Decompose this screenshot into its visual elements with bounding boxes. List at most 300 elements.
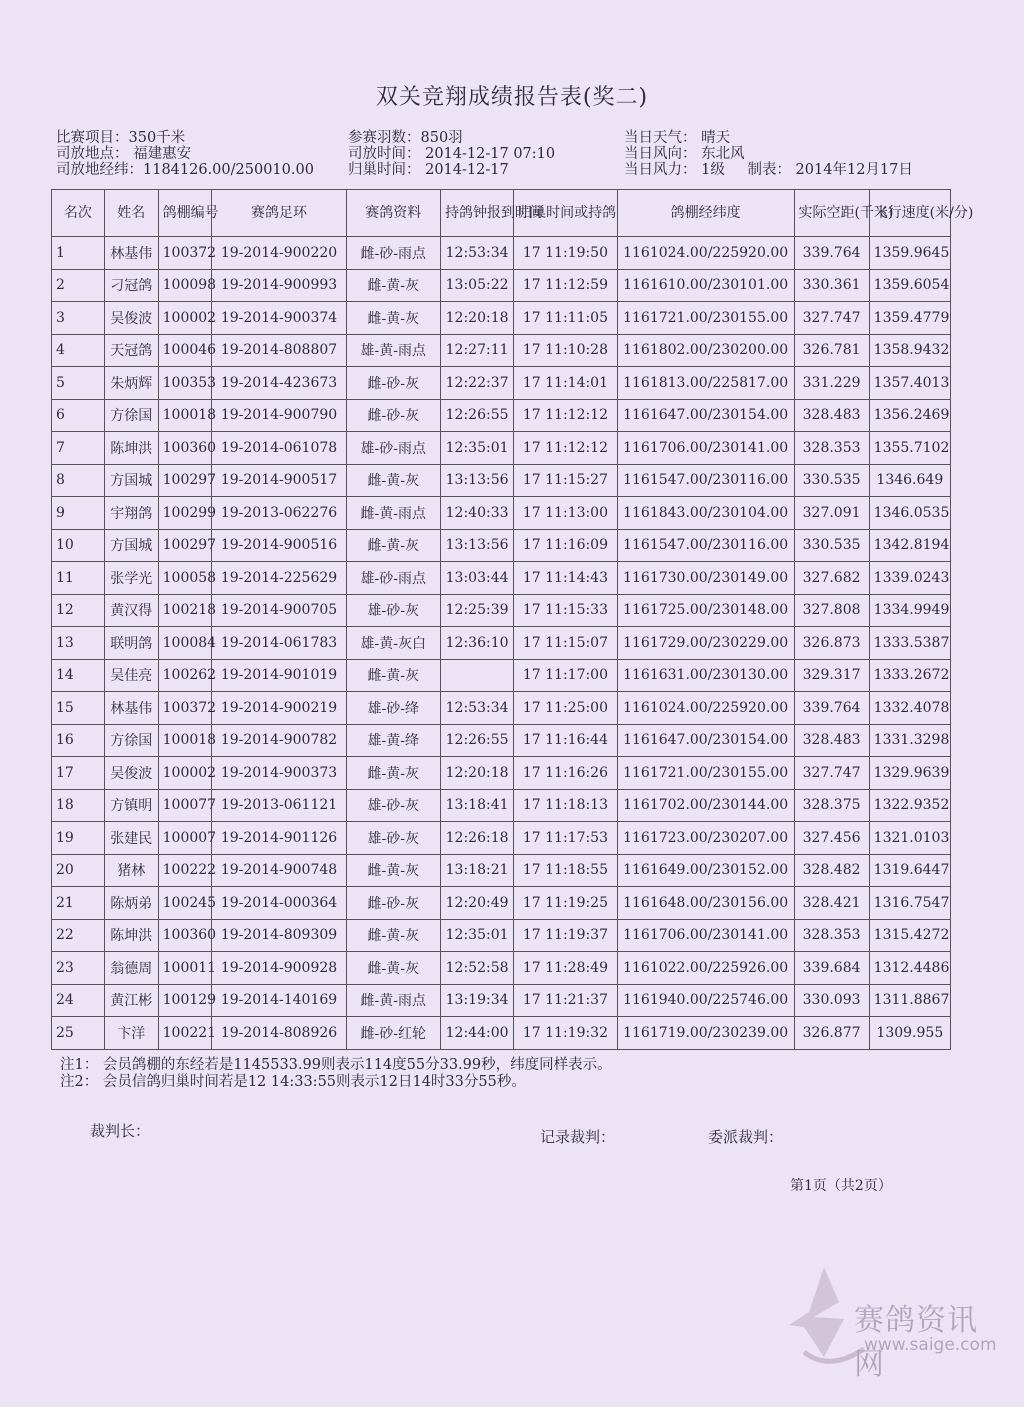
cell-rank: 18	[52, 789, 105, 822]
cell-info: 雌-砂-灰	[346, 367, 440, 400]
cell-loft-no: 100002	[158, 302, 212, 335]
cell-loft-no: 100129	[158, 984, 212, 1017]
table-row	[52, 854, 951, 887]
cell-arrival-time: 17 11:19:50	[514, 237, 618, 270]
cell-ring: 19-2014-900993	[212, 269, 346, 302]
cell-clock-time: 12:25:39	[441, 594, 514, 627]
cell-arrival-time: 17 11:19:32	[514, 1017, 618, 1050]
meta-wind-force: 当日风力： 1级	[624, 162, 725, 178]
cell-clock-time: 13:18:21	[441, 854, 514, 887]
cell-clock-time: 13:03:44	[441, 562, 514, 595]
cell-ring: 19-2014-900219	[212, 692, 346, 725]
cell-name: 宇翔鸽	[104, 497, 158, 530]
cell-speed: 1321.0103	[869, 822, 950, 855]
cell-name: 方国城	[104, 464, 158, 497]
cell-speed: 1334.9949	[869, 594, 950, 627]
cell-arrival-time: 17 11:19:25	[514, 887, 618, 920]
cell-coord: 1161547.00/230116.00	[617, 529, 794, 562]
cell-distance: 329.317	[794, 659, 869, 692]
cell-ring: 19-2014-423673	[212, 367, 346, 400]
cell-loft-no: 100007	[158, 822, 212, 855]
cell-rank: 5	[52, 367, 105, 400]
cell-ring: 19-2014-900928	[212, 952, 346, 985]
cell-coord: 1161706.00/230141.00	[617, 432, 794, 465]
cell-speed: 1315.4272	[869, 919, 950, 952]
cell-clock-time: 13:05:22	[441, 269, 514, 302]
cell-distance: 328.375	[794, 789, 869, 822]
cell-rank: 16	[52, 724, 105, 757]
table-row	[52, 562, 951, 595]
cell-arrival-time: 17 11:12:12	[514, 399, 618, 432]
cell-name: 猪林	[104, 854, 158, 887]
notes	[60, 1057, 612, 1091]
cell-name: 黄汉得	[104, 594, 158, 627]
table-row	[52, 984, 951, 1017]
cell-arrival-time: 17 11:14:01	[514, 367, 618, 400]
cell-arrival-time: 17 11:18:13	[514, 789, 618, 822]
cell-coord: 1161024.00/225920.00	[617, 237, 794, 270]
cell-speed: 1332.4078	[869, 692, 950, 725]
meta-release-time: 司放时间： 2014-12-17 07:10	[348, 146, 556, 162]
cell-name: 陈炳弟	[104, 887, 158, 920]
meta-return-time: 归巢时间： 2014-12-17	[348, 162, 509, 178]
table-row	[52, 269, 951, 302]
cell-name: 林基伟	[104, 237, 158, 270]
cell-rank: 1	[52, 237, 105, 270]
cell-ring: 19-2014-900790	[212, 399, 346, 432]
cell-rank: 2	[52, 269, 105, 302]
cell-distance: 328.483	[794, 724, 869, 757]
cell-rank: 25	[52, 1017, 105, 1050]
cell-arrival-time: 17 11:15:33	[514, 594, 618, 627]
cell-coord: 1161723.00/230207.00	[617, 822, 794, 855]
note-2: 注2： 会员信鸽归巢时间若是12 14:33:55则表示12日14时33分55秒。	[60, 1074, 526, 1090]
table-row	[52, 334, 951, 367]
cell-ring: 19-2014-901019	[212, 659, 346, 692]
cell-distance: 327.682	[794, 562, 869, 595]
cell-info: 雌-砂-灰	[346, 399, 440, 432]
table-row	[52, 594, 951, 627]
table-row	[52, 919, 951, 952]
cell-ring: 19-2014-061078	[212, 432, 346, 465]
header-info: 赛鸽资料	[346, 190, 440, 237]
cell-speed: 1358.9432	[869, 334, 950, 367]
cell-name: 林基伟	[104, 692, 158, 725]
cell-info: 雌-黄-灰	[346, 757, 440, 790]
cell-arrival-time: 17 11:16:09	[514, 529, 618, 562]
header-distance: 实际空距(千米)	[794, 190, 869, 237]
cell-coord: 1161813.00/225817.00	[617, 367, 794, 400]
cell-info: 雄-砂-灰	[346, 789, 440, 822]
header-arrival-time: 归巢时间或持鸽	[514, 190, 618, 237]
cell-info: 雌-砂-雨点	[346, 237, 440, 270]
cell-loft-no: 100218	[158, 594, 212, 627]
cell-name: 张建民	[104, 822, 158, 855]
signature-chief: 裁判长：	[90, 1122, 151, 1140]
cell-speed: 1359.9645	[869, 237, 950, 270]
table-row	[52, 887, 951, 920]
cell-loft-no: 100353	[158, 367, 212, 400]
table-row	[52, 789, 951, 822]
cell-distance: 327.091	[794, 497, 869, 530]
cell-speed: 1329.9639	[869, 757, 950, 790]
table-row	[52, 464, 951, 497]
cell-speed: 1355.7102	[869, 432, 950, 465]
cell-rank: 19	[52, 822, 105, 855]
cell-speed: 1346.0535	[869, 497, 950, 530]
cell-distance: 330.361	[794, 269, 869, 302]
cell-loft-no: 100262	[158, 659, 212, 692]
cell-ring: 19-2014-808807	[212, 334, 346, 367]
cell-clock-time: 13:13:56	[441, 529, 514, 562]
table-row	[52, 399, 951, 432]
cell-info: 雌-黄-灰	[346, 659, 440, 692]
cell-clock-time: 12:36:10	[441, 627, 514, 660]
cell-ring: 19-2014-061783	[212, 627, 346, 660]
cell-name: 方镇明	[104, 789, 158, 822]
table-row	[52, 757, 951, 790]
cell-loft-no: 100018	[158, 724, 212, 757]
cell-arrival-time: 17 11:28:49	[514, 952, 618, 985]
cell-info: 雌-黄-雨点	[346, 984, 440, 1017]
table-row	[52, 302, 951, 335]
cell-distance: 327.456	[794, 822, 869, 855]
cell-name: 黄江彬	[104, 984, 158, 1017]
cell-coord: 1161940.00/225746.00	[617, 984, 794, 1017]
cell-arrival-time: 17 11:15:07	[514, 627, 618, 660]
cell-ring: 19-2014-901126	[212, 822, 346, 855]
cell-coord: 1161843.00/230104.00	[617, 497, 794, 530]
header-loft-no: 鸽棚编号	[158, 190, 212, 237]
table-row	[52, 724, 951, 757]
cell-loft-no: 100297	[158, 529, 212, 562]
cell-distance: 326.877	[794, 1017, 869, 1050]
header-ring: 赛鸽足环	[212, 190, 346, 237]
cell-info: 雄-砂-雨点	[346, 562, 440, 595]
cell-coord: 1161648.00/230156.00	[617, 887, 794, 920]
cell-clock-time: 12:22:37	[441, 367, 514, 400]
cell-rank: 13	[52, 627, 105, 660]
cell-speed: 1309.955	[869, 1017, 950, 1050]
cell-speed: 1312.4486	[869, 952, 950, 985]
cell-arrival-time: 17 11:19:37	[514, 919, 618, 952]
cell-clock-time: 12:27:11	[441, 334, 514, 367]
cell-loft-no: 100360	[158, 919, 212, 952]
cell-clock-time: 12:52:58	[441, 952, 514, 985]
cell-speed: 1316.7547	[869, 887, 950, 920]
table-row	[52, 659, 951, 692]
cell-ring: 19-2013-061121	[212, 789, 346, 822]
cell-distance: 330.535	[794, 464, 869, 497]
cell-distance: 339.764	[794, 237, 869, 270]
cell-clock-time: 12:26:55	[441, 399, 514, 432]
cell-name: 卞洋	[104, 1017, 158, 1050]
cell-loft-no: 100084	[158, 627, 212, 660]
cell-loft-no: 100098	[158, 269, 212, 302]
cell-loft-no: 100058	[158, 562, 212, 595]
cell-speed: 1319.6447	[869, 854, 950, 887]
cell-name: 吴佳亮	[104, 659, 158, 692]
cell-loft-no: 100011	[158, 952, 212, 985]
cell-info: 雄-砂-绛	[346, 692, 440, 725]
cell-ring: 19-2014-900517	[212, 464, 346, 497]
meta-made-date: 制表： 2014年12月17日	[747, 162, 913, 178]
cell-rank: 14	[52, 659, 105, 692]
cell-speed: 1359.4779	[869, 302, 950, 335]
cell-speed: 1357.4013	[869, 367, 950, 400]
cell-rank: 24	[52, 984, 105, 1017]
meta-coord: 司放地经纬：1184126.00/250010.00	[56, 162, 314, 178]
cell-name: 吴俊波	[104, 757, 158, 790]
cell-coord: 1161719.00/230239.00	[617, 1017, 794, 1050]
cell-ring: 19-2014-225629	[212, 562, 346, 595]
cell-loft-no: 100046	[158, 334, 212, 367]
cell-arrival-time: 17 11:25:00	[514, 692, 618, 725]
cell-coord: 1161024.00/225920.00	[617, 692, 794, 725]
cell-coord: 1161631.00/230130.00	[617, 659, 794, 692]
cell-rank: 8	[52, 464, 105, 497]
cell-info: 雄-砂-灰	[346, 594, 440, 627]
cell-arrival-time: 17 11:14:43	[514, 562, 618, 595]
cell-rank: 15	[52, 692, 105, 725]
cell-arrival-time: 17 11:17:00	[514, 659, 618, 692]
cell-rank: 4	[52, 334, 105, 367]
cell-distance: 328.353	[794, 432, 869, 465]
cell-speed: 1311.8867	[869, 984, 950, 1017]
cell-coord: 1161729.00/230229.00	[617, 627, 794, 660]
cell-info: 雄-黄-绛	[346, 724, 440, 757]
cell-rank: 7	[52, 432, 105, 465]
cell-speed: 1342.8194	[869, 529, 950, 562]
meta-item: 比赛项目：350千米	[56, 130, 186, 146]
cell-info: 雌-黄-灰	[346, 919, 440, 952]
table-row	[52, 237, 951, 270]
cell-loft-no: 100222	[158, 854, 212, 887]
cell-coord: 1161721.00/230155.00	[617, 302, 794, 335]
cell-speed: 1333.2672	[869, 659, 950, 692]
cell-coord: 1161721.00/230155.00	[617, 757, 794, 790]
header-speed: 飞行速度(米/分)	[869, 190, 950, 237]
table-row	[52, 692, 951, 725]
watermark-url: www.saige.com	[864, 1335, 997, 1355]
cell-ring: 19-2014-140169	[212, 984, 346, 1017]
cell-ring: 19-2014-900373	[212, 757, 346, 790]
cell-rank: 22	[52, 919, 105, 952]
results-table	[51, 189, 974, 1050]
cell-speed: 1359.6054	[869, 269, 950, 302]
table-row	[52, 432, 951, 465]
cell-loft-no: 100360	[158, 432, 212, 465]
cell-distance: 328.482	[794, 854, 869, 887]
cell-name: 方徐国	[104, 724, 158, 757]
page-indicator: 第1页（共2页）	[790, 1178, 892, 1194]
cell-clock-time: 12:20:18	[441, 302, 514, 335]
cell-clock-time: 12:26:18	[441, 822, 514, 855]
cell-rank: 6	[52, 399, 105, 432]
cell-info: 雌-黄-灰	[346, 854, 440, 887]
cell-loft-no: 100221	[158, 1017, 212, 1050]
cell-ring: 19-2014-900516	[212, 529, 346, 562]
cell-name: 翁德周	[104, 952, 158, 985]
cell-arrival-time: 17 11:18:55	[514, 854, 618, 887]
table-row	[52, 497, 951, 530]
cell-clock-time: 12:40:33	[441, 497, 514, 530]
cell-info: 雌-黄-灰	[346, 302, 440, 335]
cell-name: 刁冠鸽	[104, 269, 158, 302]
cell-ring: 19-2014-000364	[212, 887, 346, 920]
cell-name: 吴俊波	[104, 302, 158, 335]
cell-ring: 19-2014-808926	[212, 1017, 346, 1050]
cell-coord: 1161725.00/230148.00	[617, 594, 794, 627]
cell-coord: 1161647.00/230154.00	[617, 399, 794, 432]
cell-ring: 19-2014-900748	[212, 854, 346, 887]
header-clock-time: 持鸽钟报到时间	[441, 190, 514, 237]
header-coord: 鸽棚经纬度	[617, 190, 794, 237]
cell-info: 雄-砂-雨点	[346, 432, 440, 465]
cell-rank: 3	[52, 302, 105, 335]
cell-coord: 1161802.00/230200.00	[617, 334, 794, 367]
cell-clock-time: 13:19:34	[441, 984, 514, 1017]
table-header-row	[52, 190, 951, 237]
meta-count: 参赛羽数：850羽	[348, 130, 463, 146]
cell-loft-no: 100002	[158, 757, 212, 790]
header-name: 姓名	[104, 190, 158, 237]
meta-middle	[348, 130, 555, 178]
cell-distance: 327.808	[794, 594, 869, 627]
cell-loft-no: 100297	[158, 464, 212, 497]
cell-name: 陈坤洪	[104, 432, 158, 465]
note-1: 注1： 会员鸽棚的东经若是1145533.99则表示114度55分33.99秒，纬度同样表示。	[60, 1057, 612, 1073]
cell-loft-no: 100372	[158, 692, 212, 725]
table-body	[52, 237, 951, 1050]
cell-rank: 20	[52, 854, 105, 887]
cell-clock-time	[441, 659, 514, 692]
cell-ring: 19-2014-809309	[212, 919, 346, 952]
cell-distance: 327.747	[794, 757, 869, 790]
cell-rank: 21	[52, 887, 105, 920]
cell-name: 朱炳辉	[104, 367, 158, 400]
cell-name: 陈坤洪	[104, 919, 158, 952]
cell-distance: 326.873	[794, 627, 869, 660]
cell-clock-time: 12:44:00	[441, 1017, 514, 1050]
cell-name: 天冠鸽	[104, 334, 158, 367]
cell-arrival-time: 17 11:13:00	[514, 497, 618, 530]
meta-place: 司放地点： 福建惠安	[56, 146, 192, 162]
cell-clock-time: 12:35:01	[441, 432, 514, 465]
cell-rank: 17	[52, 757, 105, 790]
cell-distance: 331.229	[794, 367, 869, 400]
cell-clock-time: 12:20:49	[441, 887, 514, 920]
cell-info: 雌-黄-灰	[346, 269, 440, 302]
cell-coord: 1161610.00/230101.00	[617, 269, 794, 302]
cell-info: 雄-黄-灰白	[346, 627, 440, 660]
meta-wind-dir: 当日风向： 东北风	[624, 146, 745, 162]
cell-loft-no: 100018	[158, 399, 212, 432]
cell-ring: 19-2014-900705	[212, 594, 346, 627]
cell-name: 方国城	[104, 529, 158, 562]
cell-info: 雌-黄-灰	[346, 952, 440, 985]
cell-coord: 1161647.00/230154.00	[617, 724, 794, 757]
header-rank: 名次	[52, 190, 105, 237]
signature-delegate: 委派裁判：	[708, 1128, 784, 1146]
cell-arrival-time: 17 11:16:44	[514, 724, 618, 757]
cell-ring: 19-2014-900782	[212, 724, 346, 757]
cell-loft-no: 100299	[158, 497, 212, 530]
cell-clock-time: 12:53:34	[441, 692, 514, 725]
cell-name: 方徐国	[104, 399, 158, 432]
cell-distance: 326.781	[794, 334, 869, 367]
cell-clock-time: 12:20:18	[441, 757, 514, 790]
table-row	[52, 627, 951, 660]
cell-clock-time: 13:18:41	[441, 789, 514, 822]
cell-clock-time: 12:35:01	[441, 919, 514, 952]
cell-arrival-time: 17 11:10:28	[514, 334, 618, 367]
cell-distance: 339.764	[794, 692, 869, 725]
cell-speed: 1322.9352	[869, 789, 950, 822]
cell-ring: 19-2013-062276	[212, 497, 346, 530]
cell-info: 雌-黄-灰	[346, 464, 440, 497]
cell-distance: 328.421	[794, 887, 869, 920]
cell-info: 雌-黄-灰	[346, 529, 440, 562]
cell-arrival-time: 17 11:21:37	[514, 984, 618, 1017]
table-row	[52, 952, 951, 985]
cell-arrival-time: 17 11:12:12	[514, 432, 618, 465]
table-row	[52, 529, 951, 562]
cell-coord: 1161730.00/230149.00	[617, 562, 794, 595]
cell-speed: 1346.649	[869, 464, 950, 497]
cell-distance: 327.747	[794, 302, 869, 335]
cell-rank: 11	[52, 562, 105, 595]
cell-rank: 10	[52, 529, 105, 562]
table-row	[52, 367, 951, 400]
table-row	[52, 1017, 951, 1050]
cell-clock-time: 12:26:55	[441, 724, 514, 757]
cell-arrival-time: 17 11:16:26	[514, 757, 618, 790]
cell-rank: 12	[52, 594, 105, 627]
cell-info: 雄-砂-灰	[346, 822, 440, 855]
cell-speed: 1339.0243	[869, 562, 950, 595]
cell-arrival-time: 17 11:11:05	[514, 302, 618, 335]
cell-distance: 328.353	[794, 919, 869, 952]
cell-distance: 330.535	[794, 529, 869, 562]
meta-weather: 当日天气： 晴天	[624, 130, 731, 146]
cell-distance: 330.093	[794, 984, 869, 1017]
cell-info: 雌-黄-雨点	[346, 497, 440, 530]
report-title: 双关竞翔成绩报告表(奖二)	[375, 85, 649, 110]
cell-speed: 1356.2469	[869, 399, 950, 432]
cell-speed: 1333.5387	[869, 627, 950, 660]
watermark	[784, 1257, 1004, 1397]
signature-recorder: 记录裁判：	[540, 1128, 616, 1146]
cell-rank: 9	[52, 497, 105, 530]
cell-arrival-time: 17 11:15:27	[514, 464, 618, 497]
cell-clock-time: 13:13:56	[441, 464, 514, 497]
cell-coord: 1161649.00/230152.00	[617, 854, 794, 887]
cell-speed: 1331.3298	[869, 724, 950, 757]
cell-ring: 19-2014-900220	[212, 237, 346, 270]
cell-info: 雄-黄-雨点	[346, 334, 440, 367]
cell-distance: 328.483	[794, 399, 869, 432]
cell-loft-no: 100372	[158, 237, 212, 270]
cell-rank: 23	[52, 952, 105, 985]
table-row	[52, 822, 951, 855]
meta-right	[624, 130, 913, 178]
cell-coord: 1161706.00/230141.00	[617, 919, 794, 952]
cell-loft-no: 100077	[158, 789, 212, 822]
cell-coord: 1161702.00/230144.00	[617, 789, 794, 822]
cell-arrival-time: 17 11:17:53	[514, 822, 618, 855]
cell-info: 雌-砂-灰	[346, 887, 440, 920]
